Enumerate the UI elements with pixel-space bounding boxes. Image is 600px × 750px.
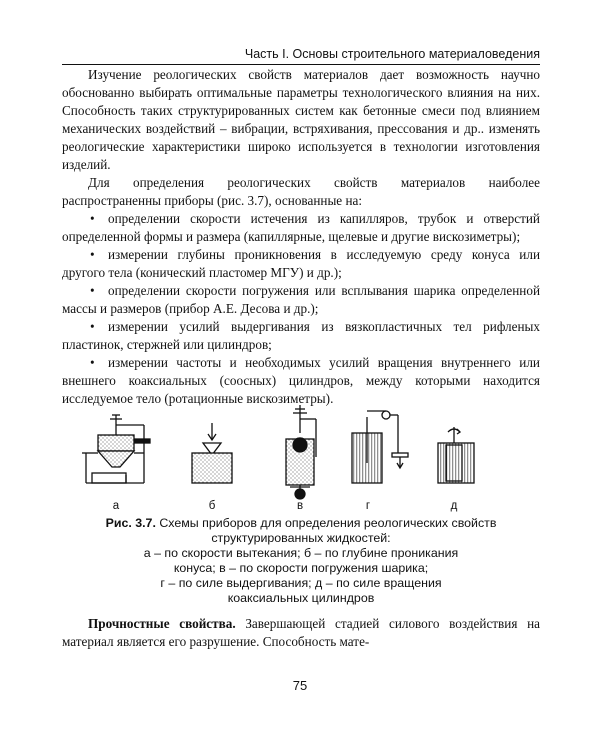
caption-title: Схемы приборов для определения реологических свойств структурированных жидкостей:	[159, 516, 497, 545]
page-number: 75	[292, 678, 308, 693]
caption-number: Рис. 3.7.	[105, 516, 156, 530]
label-b: б	[208, 500, 216, 512]
methods-intro-paragraph: Для определения реологических свойств материалов наиболее распространенны приборы (рис. 3.7), основанные на:	[62, 175, 540, 208]
strength-paragraph	[62, 615, 540, 651]
bullet-marker: •	[90, 211, 95, 226]
bullet-item: • определении скорости погружения или всплывания шарика определенной массы и размеров (прибор А.Е. Десова и др.);	[62, 283, 540, 316]
bullet-item: • измерении глубины проникновения в исследуемую среду конуса или другого тела (конический пластомер МГУ) и др.);	[62, 247, 540, 280]
device-schemes-drawing	[62, 393, 540, 501]
device-e-rotational	[438, 427, 474, 483]
label-a: а	[112, 500, 120, 512]
label-c: в	[296, 500, 304, 512]
bullet-item: • измерении усилий выдергивания из вязкопластичных тел рифленых пластинок, стержней или цилиндров;	[62, 319, 540, 352]
caption-line: коаксиальных цилиндров	[227, 591, 375, 605]
figure-caption	[62, 516, 540, 606]
caption-line: конуса; в – по скорости погружения шарика;	[173, 561, 429, 575]
strength-text: Завершающей стадией силового воздействия на материал является его разрушение. Способность мате-	[62, 616, 540, 650]
strength-heading: Прочностные свойства.	[88, 616, 236, 632]
caption-line: а – по скорости вытекания; б – по глубине проникания	[143, 546, 459, 560]
bullet-item: • определении скорости истечения из капилляров, трубок и отверстий определенной формы и размера (капиллярные, щелевые и другие вискозиметры);	[62, 211, 540, 244]
label-d: г	[365, 500, 371, 512]
label-e: д	[450, 500, 458, 512]
device-c-ball	[286, 405, 316, 499]
device-b-cone	[192, 423, 232, 483]
caption-line: г – по силе выдергивания; д – по силе вращения	[160, 576, 442, 590]
header-rule	[62, 64, 540, 65]
bullet-marker: •	[90, 355, 95, 370]
bullet-marker: •	[90, 319, 95, 334]
body-text	[62, 66, 540, 408]
intro-paragraph: Изучение реологических свойств материалов дает возможность научно обоснованно выбирать оптимальные параметры технологического влияния на них. Способность таких структурированных систем как бетонные смеси под влиянием механических воздействий – вибрации, встряхивания, прессования и др.. изменять реологические характеристики широко используется в технологии изготовления изделий.	[62, 67, 540, 172]
device-d-pullout	[352, 411, 408, 483]
figure-3-7	[62, 393, 540, 511]
bullet-item: • измерении частоты и необходимых усилий вращения внутреннего или внешнего коаксиальных (соосных) цилиндров, между которыми находится исследуемое тело (ротационные вискозиметры).	[62, 355, 540, 406]
running-header: Часть I. Основы строительного материаловедения	[244, 47, 540, 61]
device-a-efflux	[82, 415, 150, 483]
bullet-marker: •	[90, 283, 95, 298]
bullet-marker: •	[90, 247, 95, 262]
